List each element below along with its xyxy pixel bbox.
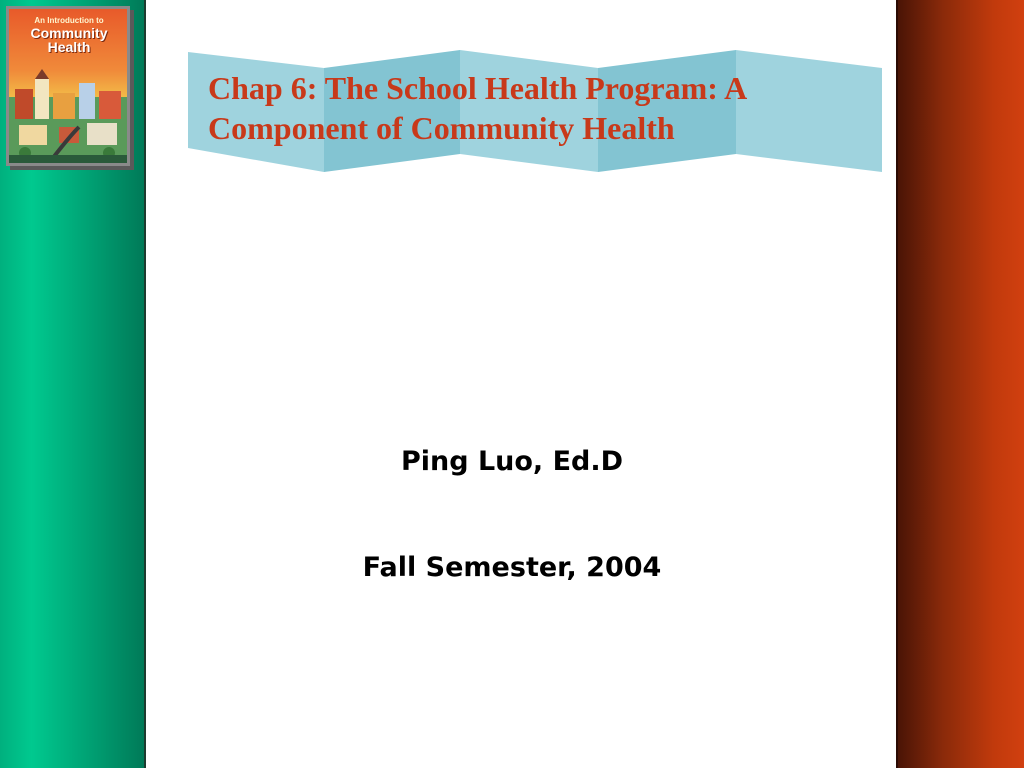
book-cover-image bbox=[6, 6, 130, 166]
town-illustration bbox=[9, 67, 127, 163]
slide-title: Chap 6: The School Health Program: A Component of Community Health bbox=[208, 70, 746, 146]
book-pretitle: An Introduction to bbox=[34, 16, 104, 25]
book-cover-art bbox=[9, 9, 127, 163]
book-title: Community Health bbox=[30, 25, 108, 55]
author-name: Ping Luo, Ed.D bbox=[400, 446, 624, 477]
semester-label: Fall Semester, 2004 bbox=[362, 552, 662, 583]
right-decorative-bar bbox=[896, 0, 1024, 768]
